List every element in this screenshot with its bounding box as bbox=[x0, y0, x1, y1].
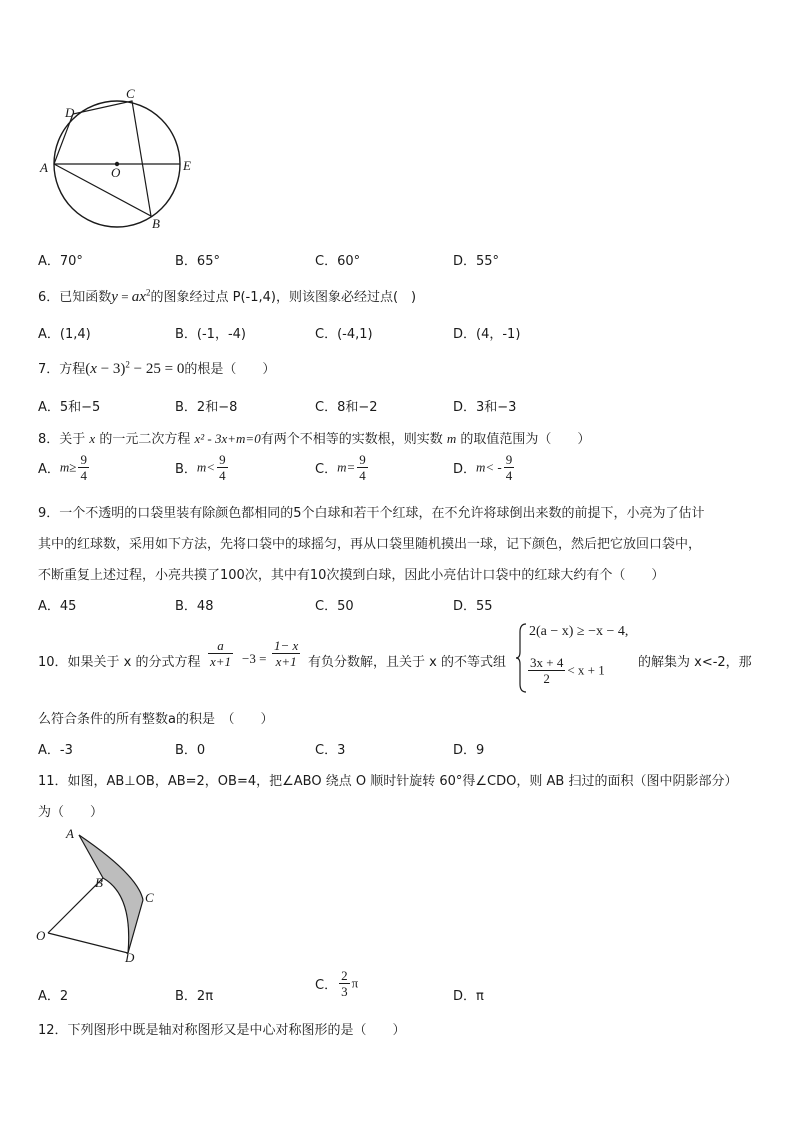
q8-option-d-frac bbox=[504, 452, 515, 483]
q8-option-a-num: 9 bbox=[80, 452, 87, 467]
q10-mid: 有负分数解，且关于 x 的不等式组 bbox=[308, 655, 506, 670]
q10-frac-a bbox=[208, 638, 233, 669]
q8-option-b[interactable] bbox=[175, 452, 230, 483]
q7-option-b[interactable]: B．2和−8 bbox=[175, 400, 238, 415]
q10-option-d[interactable]: D．9 bbox=[453, 743, 485, 758]
circle-figure bbox=[38, 84, 198, 234]
q10-f2-num: 1− x bbox=[274, 638, 299, 653]
label-e: E bbox=[183, 158, 191, 173]
q9-line-3: 不断重复上述过程，小亮共摸了100次，其中有10次摸到白球，因此小亮估计口袋中的红球大约有个（ ） bbox=[38, 568, 665, 583]
q8-option-a-rel: m≥ bbox=[59, 459, 77, 475]
q8-option-a[interactable] bbox=[38, 452, 91, 483]
q9-option-a[interactable]: A．45 bbox=[38, 599, 77, 614]
q8-option-c[interactable] bbox=[315, 452, 370, 483]
q11-option-c-num: 2 bbox=[341, 968, 348, 983]
q11-label-c: C bbox=[145, 890, 154, 905]
q8-prefix: 8．关于 bbox=[38, 432, 86, 447]
q8-option-b-label: B． bbox=[175, 462, 197, 477]
q8-stem bbox=[38, 428, 590, 447]
q8-option-d-den: 4 bbox=[505, 468, 513, 483]
q8-option-b-den: 4 bbox=[219, 468, 226, 483]
q10-option-b[interactable]: B．0 bbox=[175, 743, 206, 758]
q6-func-eq: = bbox=[117, 289, 132, 304]
q6-prefix: 6．已知函数 bbox=[38, 290, 112, 305]
label-d: D bbox=[65, 105, 75, 120]
q7-option-a[interactable]: A．5和−5 bbox=[38, 400, 101, 415]
q10-ineq-1: 2(a − x) ≥ −x − 4, bbox=[529, 624, 629, 639]
q8-eq: x² - 3x+m=0 bbox=[194, 431, 261, 446]
q6-suffix: 的图象经过点 P(-1,4)，则该图象必经过点( ) bbox=[150, 290, 417, 305]
label-c: C bbox=[126, 86, 135, 101]
q10-eq-f2 bbox=[270, 638, 302, 669]
q8-option-c-rel: m= bbox=[337, 459, 356, 475]
q6-stem bbox=[38, 286, 416, 306]
q6-option-d[interactable]: D．(4，-1) bbox=[453, 327, 521, 342]
q10-suffix: 的解集为 x<-2，那 bbox=[638, 655, 752, 670]
q8-mid: 的一元二次方程 bbox=[99, 432, 191, 447]
q8-option-b-frac bbox=[217, 452, 228, 483]
label-o: O bbox=[111, 165, 121, 180]
q7-stem bbox=[38, 358, 275, 378]
q7-option-c[interactable]: C．8和−2 bbox=[315, 400, 378, 415]
q7-suffix: 的根是（ ） bbox=[184, 362, 276, 377]
q11-option-c-pi: π bbox=[351, 975, 359, 991]
q11-option-c-frac bbox=[339, 968, 350, 999]
q11-line-2: 为（ ） bbox=[38, 805, 104, 820]
q9-option-c[interactable]: C．50 bbox=[315, 599, 354, 614]
q10-ineq-2-num: 3x + 4 bbox=[530, 655, 564, 670]
q5-option-a[interactable]: A．70° bbox=[38, 254, 83, 269]
q9-line-2: 其中的红球数，采用如下方法，先将口袋中的球摇匀，再从口袋里随机摸出一球，记下颜色，然后把它放回口袋中， bbox=[38, 537, 702, 552]
q8-option-c-label: C． bbox=[315, 462, 338, 477]
q6-option-a[interactable]: A．(1,4) bbox=[38, 327, 91, 342]
q8-option-c-den: 4 bbox=[359, 468, 366, 483]
q11-line-1: 11．如图，AB⊥OB，AB=2，OB=4，把∠ABO 绕点 O 顺时针旋转 60°得∠CDO，则 AB 扫过的面积（图中阴影部分） bbox=[38, 774, 738, 789]
q8-option-c-frac bbox=[357, 452, 368, 483]
q10-minus3: −3 = bbox=[242, 651, 267, 666]
q6-func-a: ax bbox=[131, 289, 146, 305]
q8-option-d[interactable] bbox=[453, 452, 516, 483]
q10-ineq-2-den: 2 bbox=[543, 671, 550, 686]
q11-option-c-den: 3 bbox=[341, 984, 348, 999]
q9-option-b[interactable]: B．48 bbox=[175, 599, 214, 614]
q5-option-c[interactable]: C．60° bbox=[315, 254, 361, 269]
q11-option-d[interactable]: D．π bbox=[453, 989, 484, 1004]
q12-stem: 12．下列图形中既是轴对称图形又是中心对称图形的是（ ） bbox=[38, 1023, 406, 1038]
q5-option-b[interactable]: B．65° bbox=[175, 254, 220, 269]
q8-suffix2: 的取值范围为（ ） bbox=[460, 432, 591, 447]
q6-func-y: y bbox=[111, 289, 118, 305]
q11-option-c[interactable] bbox=[315, 968, 358, 999]
q8-suffix: 有两个不相等的实数根，则实数 bbox=[260, 432, 443, 447]
q8-option-d-num: 9 bbox=[505, 452, 513, 467]
q10-ineq-2-frac bbox=[528, 655, 565, 686]
q11-label-a: A bbox=[66, 826, 74, 841]
q10-option-a[interactable]: A．-3 bbox=[38, 743, 73, 758]
q5-option-d[interactable]: D．55° bbox=[453, 254, 500, 269]
q7-option-d[interactable]: D．3和−3 bbox=[453, 400, 517, 415]
q7-eq-x: x bbox=[90, 361, 97, 377]
q8-option-a-den: 4 bbox=[80, 468, 87, 483]
q7-eq-mid: − 3) bbox=[96, 361, 126, 377]
segment-o-d bbox=[48, 933, 128, 953]
q10-line-2: 么符合条件的所有整数a的积是 （ ） bbox=[38, 712, 274, 727]
q10-option-c[interactable]: C．3 bbox=[315, 743, 346, 758]
q6-option-c[interactable]: C．(-4,1) bbox=[315, 327, 373, 342]
label-a: A bbox=[40, 160, 48, 175]
q10-ineq-2-rhs: < x + 1 bbox=[567, 662, 605, 678]
q6-option-b[interactable]: B．(-1，-4) bbox=[175, 327, 246, 342]
q7-eq-tail: − 25 = 0 bbox=[129, 361, 185, 377]
q11-label-d: D bbox=[125, 950, 135, 965]
q10-f1-num: a bbox=[208, 638, 233, 654]
q11-option-b[interactable]: B．2π bbox=[175, 989, 214, 1004]
q10-frac-b bbox=[272, 638, 300, 669]
q10-ineq-2 bbox=[526, 655, 605, 686]
q8-x: x bbox=[89, 431, 96, 446]
label-b: B bbox=[152, 216, 160, 231]
q7-eq-open: ( bbox=[85, 361, 91, 377]
q8-m: m bbox=[446, 431, 457, 446]
q11-label-o: O bbox=[36, 928, 46, 943]
q9-line-1: 9．一个不透明的口袋里装有除颜色都相同的5个白球和若干个红球，在不允许将球倒出来数的前提下，小亮为了估计 bbox=[38, 506, 705, 521]
q8-option-d-label: D． bbox=[453, 462, 477, 477]
q6-func-exp: 2 bbox=[145, 287, 151, 298]
q8-option-a-label: A． bbox=[38, 462, 60, 477]
q8-option-b-num: 9 bbox=[219, 452, 226, 467]
q8-option-d-rel: m< - bbox=[476, 459, 502, 475]
q7-prefix: 7．方程 bbox=[38, 362, 86, 377]
q10-f1-den: x+1 bbox=[210, 654, 232, 669]
q11-option-a[interactable]: A．2 bbox=[38, 989, 69, 1004]
q11-label-b: B bbox=[95, 875, 103, 890]
q8-option-a-frac bbox=[78, 452, 89, 483]
q10-prefix: 10．如果关于 x 的分式方程 bbox=[38, 655, 201, 670]
q7-eq-exp: 2 bbox=[125, 359, 130, 370]
q11-option-c-label: C． bbox=[315, 978, 338, 993]
q8-option-c-num: 9 bbox=[359, 452, 366, 467]
q10-eq-f1 bbox=[206, 638, 235, 669]
q8-option-b-rel: m< bbox=[196, 459, 216, 475]
q9-option-d[interactable]: D．55 bbox=[453, 599, 493, 614]
q10-f2-den: x+1 bbox=[275, 654, 297, 669]
